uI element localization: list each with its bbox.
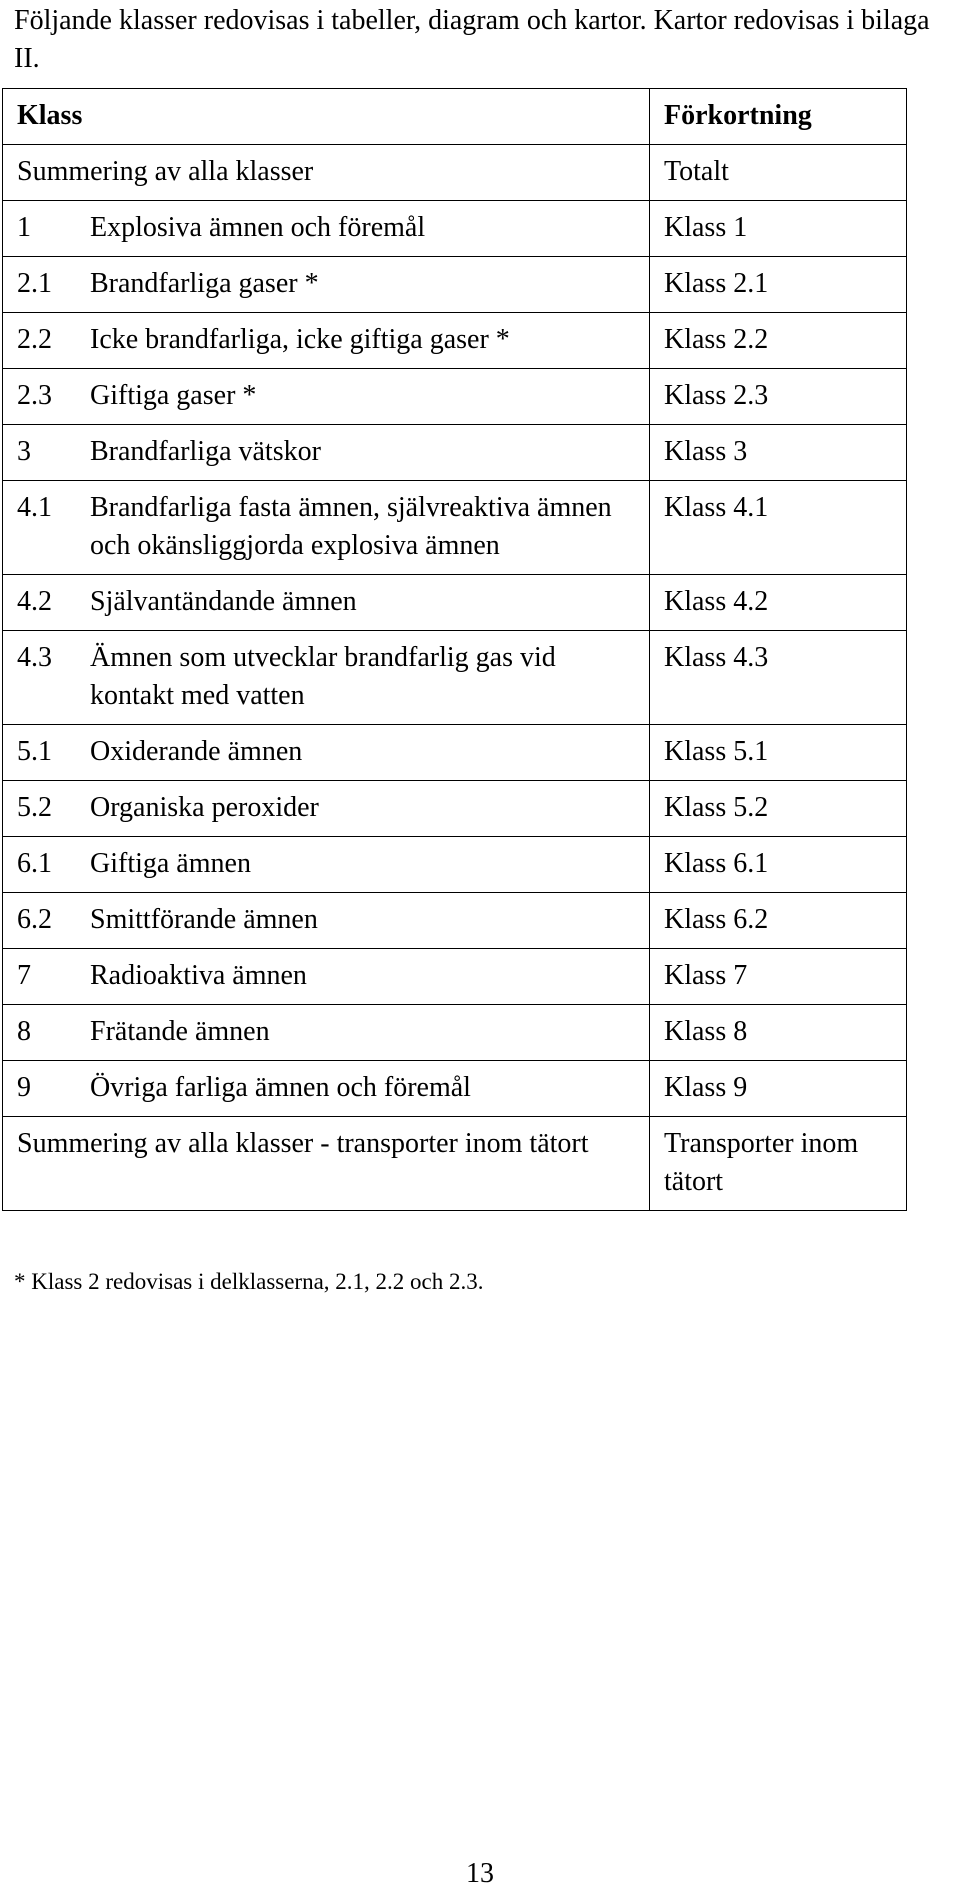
abbreviation-cell: Klass 8 bbox=[650, 1005, 907, 1061]
table-row bbox=[3, 837, 907, 893]
class-code: 4.1 bbox=[17, 492, 52, 523]
table-row bbox=[3, 949, 907, 1005]
table-row bbox=[3, 781, 907, 837]
class-name-cell bbox=[3, 575, 650, 631]
class-code: 3 bbox=[17, 436, 31, 467]
class-name-cell bbox=[3, 949, 650, 1005]
table-header-row bbox=[3, 89, 907, 145]
abbreviation-cell: Klass 7 bbox=[650, 949, 907, 1005]
class-code: 2.2 bbox=[17, 324, 52, 355]
table-row bbox=[3, 369, 907, 425]
class-code: 2.3 bbox=[17, 380, 52, 411]
class-name: Organiska peroxider bbox=[90, 792, 319, 823]
abbreviation-cell: Klass 3 bbox=[650, 425, 907, 481]
abbreviation-cell: Klass 5.2 bbox=[650, 781, 907, 837]
class-code: 4.3 bbox=[17, 642, 52, 673]
class-name: Explosiva ämnen och föremål bbox=[90, 212, 426, 243]
class-name-cell bbox=[3, 1005, 650, 1061]
table-row bbox=[3, 1005, 907, 1061]
class-name: Oxiderande ämnen bbox=[90, 736, 303, 767]
abbreviation-cell: Klass 4.3 bbox=[650, 631, 907, 725]
class-name-cell bbox=[3, 725, 650, 781]
table-row bbox=[3, 313, 907, 369]
abbreviation-cell: Klass 6.2 bbox=[650, 893, 907, 949]
table-row bbox=[3, 575, 907, 631]
abbreviation-cell: Klass 2.1 bbox=[650, 257, 907, 313]
class-name-cell bbox=[3, 481, 650, 575]
table-row bbox=[3, 725, 907, 781]
class-name: Brandfarliga fasta ämnen, självreaktiva ämnen och okänsliggjorda explosiva ämnen bbox=[90, 492, 612, 561]
class-name-cell bbox=[3, 257, 650, 313]
class-code: 5.2 bbox=[17, 792, 52, 823]
table-row bbox=[3, 631, 907, 725]
class-name-cell bbox=[3, 313, 650, 369]
table-row bbox=[3, 893, 907, 949]
class-name: Smittförande ämnen bbox=[90, 904, 318, 935]
footnote: * Klass 2 redovisas i delklasserna, 2.1, 2.2 och 2.3. bbox=[14, 1269, 484, 1294]
header-klass: Klass bbox=[3, 89, 650, 145]
class-name-cell bbox=[3, 631, 650, 725]
class-table bbox=[2, 88, 907, 1211]
class-code: 4.2 bbox=[17, 586, 52, 617]
class-code: 6.1 bbox=[17, 848, 52, 879]
class-name: Radioaktiva ämnen bbox=[90, 960, 307, 991]
class-code: 5.1 bbox=[17, 736, 52, 767]
class-name: Giftiga ämnen bbox=[90, 848, 251, 879]
class-name: Giftiga gaser * bbox=[90, 380, 257, 411]
class-name-cell bbox=[3, 201, 650, 257]
table-row bbox=[3, 257, 907, 313]
class-name-cell bbox=[3, 893, 650, 949]
class-name: Brandfarliga gaser * bbox=[90, 268, 319, 299]
page-number: 13 bbox=[466, 1858, 494, 1889]
class-name: Icke brandfarliga, icke giftiga gaser * bbox=[90, 324, 510, 355]
table-row bbox=[3, 145, 907, 201]
abbreviation-cell: Totalt bbox=[650, 145, 907, 201]
abbreviation-cell: Klass 9 bbox=[650, 1061, 907, 1117]
abbreviation-cell: Klass 5.1 bbox=[650, 725, 907, 781]
class-name-cell: Summering av alla klasser bbox=[3, 145, 650, 201]
abbreviation-cell: Klass 4.2 bbox=[650, 575, 907, 631]
class-code: 2.1 bbox=[17, 268, 52, 299]
abbreviation-cell: Klass 2.2 bbox=[650, 313, 907, 369]
class-code: 7 bbox=[17, 960, 31, 991]
abbreviation-cell: Transporter inom tätort bbox=[650, 1117, 907, 1211]
abbreviation-cell: Klass 2.3 bbox=[650, 369, 907, 425]
abbreviation-cell: Klass 1 bbox=[650, 201, 907, 257]
abbreviation-cell: Klass 6.1 bbox=[650, 837, 907, 893]
intro-paragraph: Följande klasser redovisas i tabeller, diagram och kartor. Kartor redovisas i bilaga II. bbox=[14, 5, 930, 74]
class-name-cell bbox=[3, 369, 650, 425]
class-code: 8 bbox=[17, 1016, 31, 1047]
class-code: 1 bbox=[17, 212, 31, 243]
table-row bbox=[3, 425, 907, 481]
class-code: 6.2 bbox=[17, 904, 52, 935]
class-name: Frätande ämnen bbox=[90, 1016, 270, 1047]
table-row bbox=[3, 1061, 907, 1117]
class-name-cell bbox=[3, 781, 650, 837]
class-name: Ämnen som utvecklar brandfarlig gas vid kontakt med vatten bbox=[90, 642, 556, 711]
table-row bbox=[3, 201, 907, 257]
table-row bbox=[3, 481, 907, 575]
class-name-cell: Summering av alla klasser - transporter inom tätort bbox=[3, 1117, 650, 1211]
class-name-cell bbox=[3, 1061, 650, 1117]
abbreviation-cell: Klass 4.1 bbox=[650, 481, 907, 575]
class-name-cell bbox=[3, 837, 650, 893]
class-name: Självantändande ämnen bbox=[90, 586, 357, 617]
class-name: Brandfarliga vätskor bbox=[90, 436, 321, 467]
class-code: 9 bbox=[17, 1072, 31, 1103]
table-row bbox=[3, 1117, 907, 1211]
class-name: Övriga farliga ämnen och föremål bbox=[90, 1072, 471, 1103]
header-forkortning: Förkortning bbox=[650, 89, 907, 145]
class-name-cell bbox=[3, 425, 650, 481]
